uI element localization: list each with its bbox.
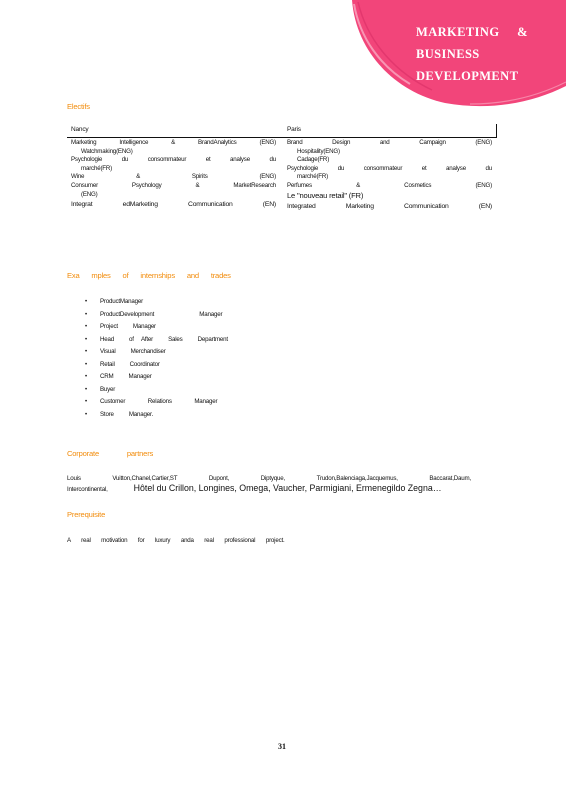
paris-course-word: Communication [404, 202, 449, 210]
paris-course-word: marché [297, 173, 317, 181]
nancy-course-word: Integrat [71, 201, 93, 209]
paris-course-row [287, 201, 492, 212]
nancy-course-word: consommateur [147, 156, 187, 164]
paris-course-word: Cadage [297, 156, 318, 164]
nancy-course-row [71, 156, 276, 165]
paris-course-row [287, 165, 492, 174]
banner-title-line3: DEVELOPMENT [416, 69, 519, 83]
paris-course-word: analyse [446, 164, 466, 172]
nancy-course-word: (ENG) [259, 139, 276, 146]
paris-header: Paris [287, 126, 301, 133]
electives-table [67, 124, 497, 238]
list-item: • Customer Relations Manager [84, 396, 228, 409]
paris-course-word: Integrated [287, 202, 316, 210]
nancy-course-word: du [121, 156, 129, 164]
banner-title-word: MARKETING [416, 25, 500, 39]
paris-course-word: Marketing [345, 202, 374, 210]
nancy-course-word: et [205, 156, 211, 164]
nancy-course-word: Psychology [131, 181, 162, 189]
nancy-course-word: Wine [71, 173, 85, 181]
partner-name: Vuitton,Chanel,Cartier,ST [112, 475, 178, 482]
nancy-course-row [71, 173, 276, 182]
nancy-course-word: Communication [188, 201, 233, 209]
examples-heading: Exa mples of internships and trades [67, 271, 231, 280]
nancy-course-word: & [195, 181, 200, 189]
list-item: • Buyer [84, 384, 228, 397]
nancy-course-word: MarketResearch [233, 181, 276, 189]
nancy-course-row [71, 191, 276, 200]
nancy-course-word: Intelligence [119, 139, 149, 146]
partners-line-2 [67, 484, 471, 495]
banner-title [416, 21, 528, 87]
list-item: • Store Manager. [84, 409, 228, 422]
paris-course-word: Perfumes [287, 181, 312, 189]
banner-title-line2: BUSINESS [416, 47, 480, 61]
paris-course-row [287, 191, 492, 201]
table-right-border [496, 124, 497, 138]
nancy-course-row [71, 148, 276, 157]
nancy-course-word: edMarketing [122, 201, 158, 209]
nancy-course-list [71, 139, 276, 210]
paris-course-word: Cosmetics [404, 181, 432, 189]
list-item: • CRM Manager [84, 371, 228, 384]
nancy-course-word: & [171, 139, 176, 146]
paris-course-word: Hospitality [297, 147, 324, 155]
paris-column [287, 124, 492, 212]
paris-course-row [287, 139, 492, 148]
paris-course-row [287, 148, 492, 157]
list-item: • Retail Coordinator [84, 359, 228, 372]
paris-course-word: Design [332, 139, 351, 146]
paris-course-word: and [379, 139, 390, 146]
paris-course-row [287, 182, 492, 191]
paris-course-word: Campaign [419, 139, 446, 146]
nancy-course-word: Psychologie [71, 156, 103, 164]
paris-course-word: (FR) [316, 173, 329, 181]
partners-line-2-start: Intercontinental, [67, 485, 108, 493]
paris-course-list [287, 139, 492, 212]
nancy-course-word: (FR) [100, 164, 113, 172]
list-item: • Head of After Sales Department [84, 334, 228, 347]
paris-course-word: du [485, 164, 492, 172]
paris-course-word: Brand [287, 139, 303, 146]
paris-course-word: consommateur [363, 164, 403, 172]
list-item: • Visual Merchandiser [84, 346, 228, 359]
paris-course-word: (EN) [478, 202, 492, 210]
internships-list [84, 296, 228, 421]
nancy-course-word: (EN) [262, 201, 276, 209]
nancy-course-row [71, 182, 276, 191]
partners-heading: Corporate partners [67, 449, 154, 458]
paris-course-word: (ENG) [475, 139, 492, 146]
nancy-course-word: analyse [230, 156, 250, 164]
list-item: • ProductManager [84, 296, 228, 309]
paris-course-word: du [337, 164, 345, 172]
list-item: • ProductDevelopment Manager [84, 309, 228, 322]
nancy-course-row [71, 139, 276, 148]
electifs-heading: Electifs [67, 102, 90, 111]
partners-line-2-end: Hôtel du Crillon, Longines, Omega, Vaucher, Parmigiani, Ermenegildo Zegna… [133, 482, 442, 493]
paris-course-word: (ENG) [323, 147, 340, 155]
nancy-course-word: & [136, 173, 141, 181]
list-item: • Project Manager [84, 321, 228, 334]
partner-name: Diptyque, [260, 475, 286, 482]
nancy-course-word: Watchmaking [81, 147, 117, 155]
prerequisite-text: A real motivation for luxury anda real professional project. [67, 537, 285, 544]
partner-name: Trudon,Balenciaga,Jacquemus, [316, 475, 398, 482]
paris-course-word: Le "nouveau retail" (FR) [287, 190, 364, 200]
partner-name: Louis [67, 475, 81, 482]
paris-course-word: Psychologie [287, 164, 319, 172]
nancy-course-word: Consumer [71, 181, 98, 189]
nancy-header: Nancy [71, 126, 89, 133]
paris-course-word: et [421, 164, 427, 172]
prerequisite-heading: Prerequisite [67, 510, 106, 519]
partners-text [67, 474, 471, 494]
paris-course-word: & [356, 181, 360, 189]
nancy-course-word: Marketing [71, 139, 97, 146]
page-number: 31 [278, 742, 286, 751]
paris-course-row [287, 173, 492, 182]
nancy-course-row [71, 165, 276, 174]
nancy-course-word: BrandAnalytics [198, 139, 237, 146]
nancy-course-word: du [269, 156, 276, 164]
banner-title-ampersand: & [517, 25, 528, 39]
partner-name: Baccarat,Daum, [429, 475, 471, 482]
nancy-course-word: (ENG) [116, 147, 133, 155]
nancy-course-word: (ENG) [81, 190, 98, 198]
nancy-course-word: marché [81, 164, 101, 172]
nancy-column [71, 124, 276, 210]
paris-course-row [287, 156, 492, 165]
partner-name: Dupont, [208, 475, 230, 482]
nancy-course-word: (ENG) [259, 173, 276, 181]
nancy-course-word: Spirits [191, 173, 208, 181]
nancy-course-row [71, 199, 276, 210]
paris-course-word: (ENG) [475, 181, 492, 189]
paris-course-word: (FR) [317, 156, 330, 164]
